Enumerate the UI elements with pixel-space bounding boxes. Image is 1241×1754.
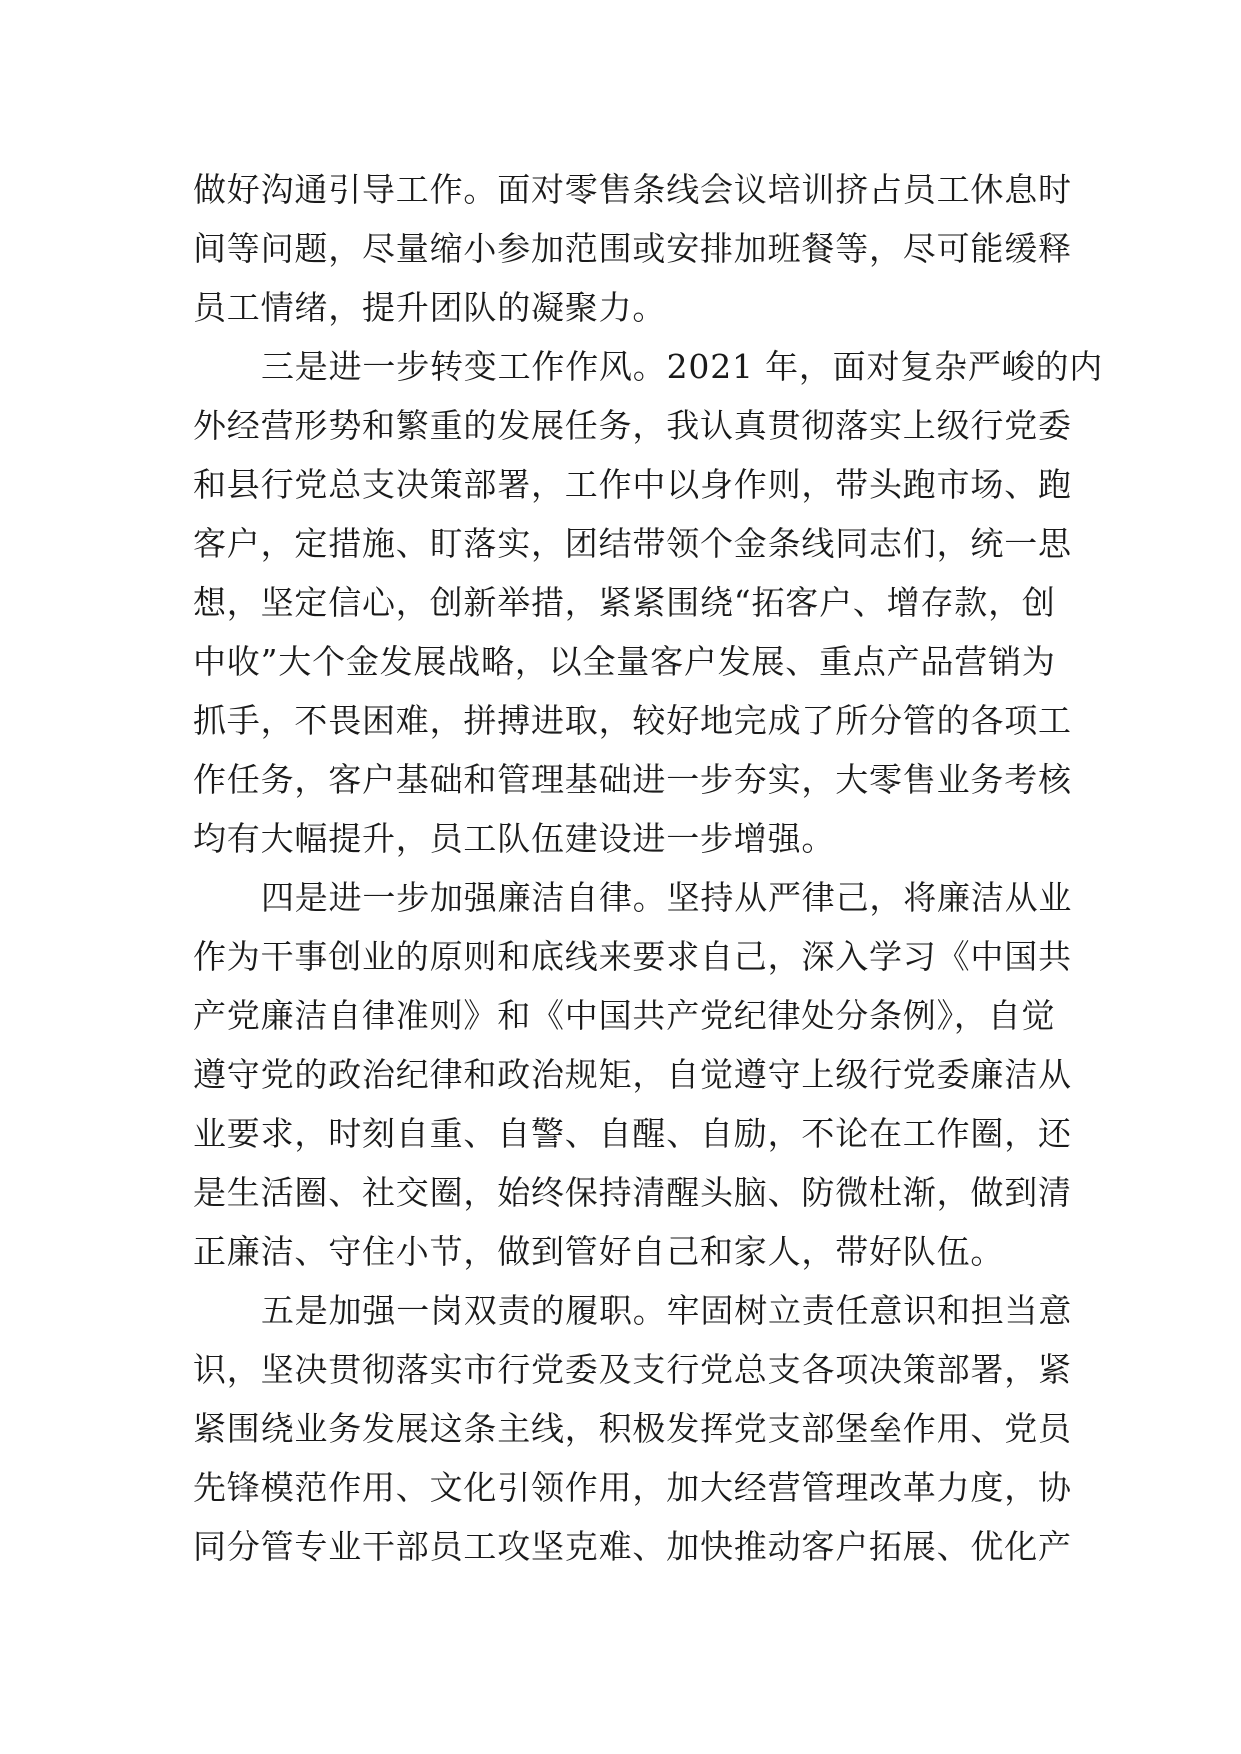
text-line: 做好沟通引导工作。面对零售条线会议培训挤占员工休息时 [193,170,1072,209]
text-line: 产党廉洁自律准则》和《中国共产党纪律处分条例》，自觉 [193,996,1056,1035]
text-line: 中收”大个金发展战略，以全量客户发展、重点产品营销为 [193,642,1056,681]
text-line: 三是进一步转变工作作风。2021 年，面对复杂严峻的内 [261,347,1104,386]
text-line: 间等问题，尽量缩小参加范围或安排加班餐等，尽可能缓释 [193,229,1072,268]
text-line: 作为干事创业的原则和底线来要求自己，深入学习《中国共 [193,937,1072,976]
document-body [193,160,1104,1576]
text-line: 同分管专业干部员工攻坚克难、加快推动客户拓展、优化产 [193,1527,1072,1566]
text-line: 想，坚定信心，创新举措，紧紧围绕“拓客户、增存款，创 [193,583,1056,622]
text-line: 外经营形势和繁重的发展任务，我认真贯彻落实上级行党委 [193,406,1072,445]
text-line: 均有大幅提升，员工队伍建设进一步增强。 [193,819,836,858]
text-line: 四是进一步加强廉洁自律。坚持从严律己，将廉洁从业 [261,878,1073,917]
text-line: 正廉洁、守住小节，做到管好自己和家人，带好队伍。 [193,1232,1005,1271]
text-line: 是生活圈、社交圈，始终保持清醒头脑、防微杜渐，做到清 [193,1173,1072,1212]
text-line: 业要求，时刻自重、自警、自醒、自励，不论在工作圈，还 [193,1114,1072,1153]
paragraph [193,1281,1073,1576]
paragraph [193,160,1072,337]
text-line: 先锋模范作用、文化引领作用，加大经营管理改革力度，协 [193,1468,1072,1507]
text-line: 五是加强一岗双责的履职。牢固树立责任意识和担当意 [261,1291,1073,1330]
text-line: 作任务，客户基础和管理基础进一步夯实，大零售业务考核 [193,760,1072,799]
paragraph [193,337,1104,868]
text-line: 遵守党的政治纪律和政治规矩，自觉遵守上级行党委廉洁从 [193,1055,1072,1094]
text-line: 抓手，不畏困难，拼搏进取，较好地完成了所分管的各项工 [193,701,1072,740]
text-line: 紧围绕业务发展这条主线，积极发挥党支部堡垒作用、党员 [193,1409,1072,1448]
text-line: 客户，定措施、盯落实，团结带领个金条线同志们，统一思 [193,524,1072,563]
text-line: 和县行党总支决策部署，工作中以身作则，带头跑市场、跑 [193,465,1072,504]
paragraph [193,868,1073,1281]
text-line: 员工情绪，提升团队的凝聚力。 [193,288,667,327]
text-line: 识，坚决贯彻落实市行党委及支行党总支各项决策部署，紧 [193,1350,1072,1389]
